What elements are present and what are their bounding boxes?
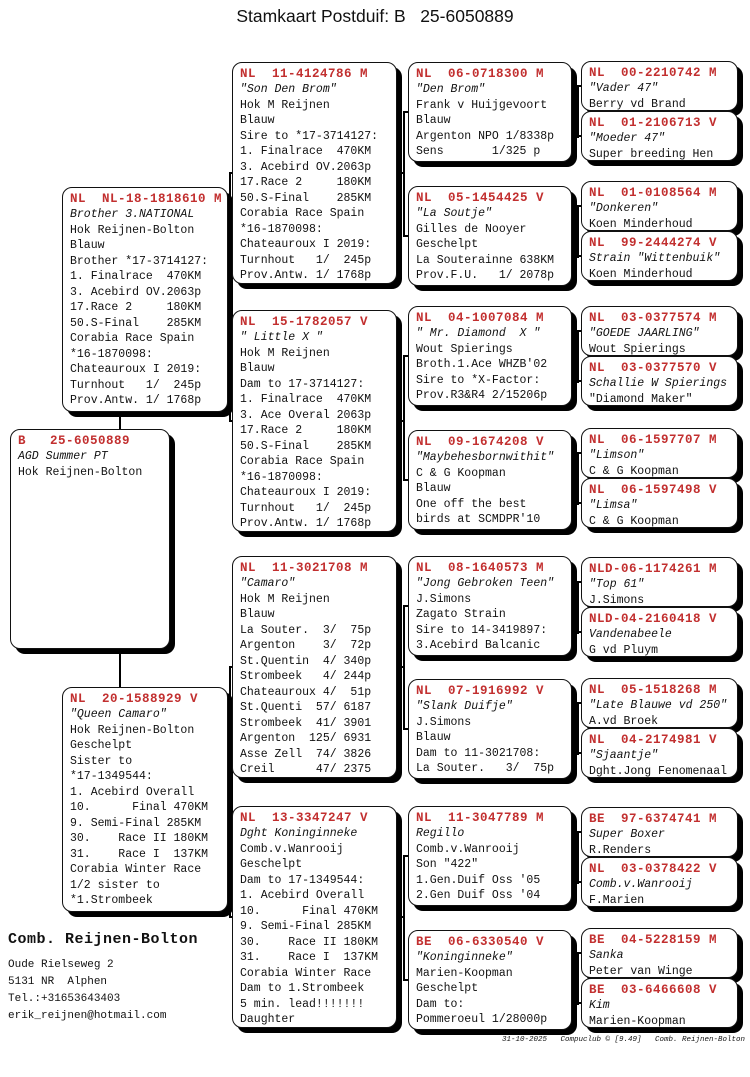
bird-ring-number: NL 00-2210742 M	[589, 66, 718, 80]
pedigree-box-g3p9	[581, 557, 738, 607]
bird-name-line: "Limsa"	[589, 499, 638, 512]
bird-name-line: " Mr. Diamond X "	[416, 327, 541, 340]
pedigree-box-g3p12	[581, 728, 738, 778]
box-line: Hok Reijnen-Bolton	[70, 723, 195, 737]
bird-name-line: "Jong Gebroken Teen"	[416, 577, 555, 590]
bird-name-line: " Little X "	[240, 331, 323, 344]
bird-ring-number: NL 04-1007084 M	[416, 311, 545, 325]
pedigree-box-g3p7	[581, 428, 738, 478]
bird-name-line: "Donkeren"	[589, 202, 659, 215]
box-line: 5 min. lead!!!!!!!	[240, 997, 365, 1011]
box-line: Geschelpt	[240, 858, 303, 871]
box-line: Prov.Antw. 1/ 1768p	[70, 394, 202, 407]
box-line: 31. Race I 137KM	[70, 847, 209, 861]
box-line: Blauw	[416, 482, 451, 495]
box-line: 10. Final 470KM	[70, 801, 209, 814]
box-line: Marien-Koopman	[589, 1014, 686, 1028]
box-line: 1. Finalrace 470KM	[240, 393, 372, 406]
bird-name-line: "Den Brom"	[416, 83, 486, 96]
box-line: Argenton NPO 1/8338p	[416, 129, 555, 143]
pedigree-box-mother	[62, 687, 228, 912]
pedigree-box-ggp1	[408, 62, 572, 162]
box-line: Chateauroux 4/ 51p	[240, 685, 372, 699]
bird-name-line: Dght Koninginneke	[240, 827, 358, 840]
bird-ring-number: BE 06-6330540 V	[416, 935, 545, 949]
box-line: La Souter. 3/ 75p	[240, 623, 372, 637]
connector-line	[119, 649, 121, 688]
owner-block	[8, 931, 198, 1025]
bird-name-line: "Koninginneke"	[416, 951, 513, 964]
box-line: Corabia Race Spain	[70, 332, 195, 345]
bird-ring-number: NL NL-18-1818610 M	[70, 192, 223, 206]
box-line: Dam to:	[416, 997, 465, 1011]
box-line: Corabia Winter Race	[70, 863, 202, 876]
bird-ring-number: NL 03-0378422 V	[589, 862, 718, 876]
connector-line	[577, 331, 579, 383]
box-line: A.vd Broek	[589, 714, 659, 728]
bird-ring-number: NL 06-0718300 M	[416, 67, 545, 81]
box-line: Geschelpt	[70, 739, 133, 752]
box-line: Strombeek 4/ 244p	[240, 670, 372, 683]
box-line: Asse Zell 74/ 3826	[240, 747, 372, 761]
box-line: 50.S-Final 285KM	[240, 439, 372, 453]
box-line: Chateauroux I 2019:	[240, 238, 372, 251]
connector-line	[577, 86, 579, 138]
box-line: Dam to 1.Strombeek	[240, 982, 365, 995]
pedigree-box-gp1	[232, 62, 397, 284]
box-line: C & G Koopman	[589, 514, 679, 528]
box-line: Creil 47/ 2375	[240, 763, 372, 776]
connector-line	[577, 953, 579, 1005]
box-line: R.Renders	[589, 843, 652, 857]
pedigree-box-g3p15	[581, 928, 738, 978]
box-line: Blauw	[240, 608, 275, 621]
bird-name-line: "La Soutje"	[416, 207, 492, 220]
box-line: One off the best	[416, 497, 527, 511]
pedigree-box-g3p13	[581, 807, 738, 857]
box-line: La Souter. 3/ 75p	[416, 762, 555, 775]
box-line: Koen Minderhoud	[589, 267, 693, 281]
box-line: Marien-Koopman	[416, 966, 513, 980]
page-title: Stamkaart Postduif: B 25-6050889	[236, 6, 514, 26]
box-line: La Souterainne 638KM	[416, 253, 555, 267]
owner-address-line: Oude Rielseweg 2	[8, 959, 114, 971]
box-line: Comb.v.Wanrooij	[240, 842, 344, 856]
bird-ring-number: NL 15-1782057 V	[240, 315, 369, 329]
box-line: F.Marien	[589, 893, 645, 907]
box-line: *16-1870098:	[240, 470, 323, 484]
box-line: Berry vd Brand	[589, 97, 686, 111]
connector-line	[577, 206, 579, 258]
box-line: Sire to *X-Factor:	[416, 373, 541, 387]
connector-line	[403, 856, 405, 980]
box-line: *16-1870098:	[240, 222, 323, 236]
pedigree-box-ggp7	[408, 806, 572, 906]
box-line: Turnhout 1/ 245p	[240, 253, 372, 267]
bird-name-line: "Queen Camaro"	[70, 708, 167, 721]
footer-text: 31-10-2025 Compuclub © [9.49] Comb. Reijnen-Bolton	[501, 1036, 745, 1044]
box-line: 3. Acebird OV.2063p	[70, 285, 202, 299]
bird-ring-number: NL 03-0377574 M	[589, 311, 718, 325]
box-line: Argenton 3/ 72p	[240, 639, 372, 652]
connector-line	[229, 667, 231, 917]
box-line: Gilles de Nooyer	[416, 222, 527, 236]
connector-line	[403, 606, 405, 730]
connector-line	[229, 173, 231, 421]
box-line: J.Simons	[589, 593, 645, 607]
box-line: Hok Reijnen-Bolton	[70, 223, 195, 237]
bird-name-line: "Late Blauwe vd 250"	[589, 699, 728, 712]
box-line: Corabia Race Spain	[240, 455, 365, 468]
box-line: Brother *17-3714127:	[70, 254, 209, 268]
bird-name-line: "Limson"	[589, 449, 645, 462]
box-line: Prov.R3&R4 2/15206p	[416, 389, 548, 402]
bird-ring-number: NL 05-1518268 M	[589, 683, 718, 697]
bird-name-line: "Maybehesbornwithit"	[416, 451, 555, 464]
pedigree-box-gp2	[232, 310, 397, 532]
box-line: Blauw	[416, 114, 451, 127]
box-line: C & G Koopman	[416, 466, 506, 480]
box-line: Hok Reijnen-Bolton	[18, 465, 143, 479]
box-line: Argenton 125/ 6931	[240, 732, 372, 745]
bird-name-line: Regillo	[416, 827, 465, 840]
pedigree-box-g3p16	[581, 978, 738, 1028]
bird-ring-number: NL 11-4124786 M	[240, 67, 369, 81]
bird-ring-number: NL 11-3021708 M	[240, 561, 369, 575]
box-line: Peter van Winge	[589, 964, 693, 978]
bird-ring-number: BE 04-5228159 M	[589, 933, 718, 947]
box-line: G vd Pluym	[589, 643, 659, 657]
bird-ring-number: BE 03-6466608 V	[589, 983, 718, 997]
box-line: Sire to *17-3714127:	[240, 129, 379, 143]
bird-name-line: "Slank Duifje"	[416, 700, 513, 713]
pedigree-box-g3p4	[581, 231, 738, 281]
bird-ring-number: NL 05-1454425 V	[416, 191, 545, 205]
box-line: Broth.1.Ace WHZB'02	[416, 358, 548, 371]
box-line: Chateauroux I 2019:	[70, 363, 202, 376]
box-line: 1.Gen.Duif Oss '05	[416, 873, 541, 887]
bird-ring-number: NL 03-0377570 V	[589, 361, 718, 375]
pedigree-box-g3p8	[581, 478, 738, 528]
box-line: Turnhout 1/ 245p	[240, 501, 372, 515]
bird-name-line: "Vader 47"	[589, 82, 659, 95]
connector-line	[403, 112, 405, 236]
box-line: Dght.Jong Fenomenaal	[589, 764, 728, 778]
connector-line	[577, 832, 579, 884]
owner-address-line: 5131 NR Alphen	[8, 976, 108, 988]
box-line: Koen Minderhoud	[589, 217, 693, 231]
owner-phone: Tel.:+31653643403	[8, 993, 121, 1005]
pedigree-box-gp4	[232, 806, 397, 1028]
box-line: 17.Race 2 180KM	[240, 176, 372, 189]
bird-ring-number: B 25-6050889	[18, 434, 131, 448]
bird-name-line: "GOEDE JAARLING"	[589, 327, 700, 340]
connector-line	[577, 703, 579, 755]
bird-ring-number: BE 97-6374741 M	[589, 812, 718, 826]
bird-ring-number: NL 01-2106713 V	[589, 116, 718, 130]
box-line: *17-1349544:	[70, 770, 153, 783]
connector-line	[119, 412, 121, 430]
bird-name-line: "Sjaantje"	[589, 749, 659, 762]
pedigree-box-ggp4	[408, 430, 572, 530]
pedigree-box-ggp2	[408, 186, 572, 286]
box-line: 1. Finalrace 470KM	[70, 270, 202, 283]
box-line: Frank v Huijgevoort	[416, 98, 548, 112]
bird-name-line: Vandenabeele	[589, 628, 672, 641]
box-line: 3. Acebird OV.2063p	[240, 160, 372, 174]
box-line: Hok M Reijnen	[240, 98, 330, 112]
box-line: J.Simons	[416, 592, 472, 606]
box-line: *1.Strombeek	[70, 894, 153, 907]
pedigree-box-gp3	[232, 556, 397, 778]
box-line: 31. Race I 137KM	[240, 951, 379, 964]
box-line: 3. Ace Overal 2063p	[240, 408, 372, 422]
box-line: Blauw	[70, 239, 105, 252]
box-line: Geschelpt	[416, 982, 479, 995]
box-line: Chateauroux I 2019:	[240, 486, 372, 499]
box-line: 17.Race 2 180KM	[240, 424, 372, 437]
box-line: 30. Race II 180KM	[70, 832, 209, 845]
box-line: Prov.Antw. 1/ 1768p	[240, 269, 372, 282]
box-line: 9. Semi-Final 285KM	[240, 920, 372, 933]
box-line: Turnhout 1/ 245p	[70, 378, 202, 392]
box-line: Hok M Reijnen	[240, 592, 330, 606]
box-line: Pommeroeul 1/28000p	[416, 1013, 548, 1026]
bird-ring-number: NL 09-1674208 V	[416, 435, 545, 449]
box-line: Dam to 17-1349544:	[240, 873, 365, 887]
pedigree-box-g3p6	[581, 356, 738, 406]
box-line: Blauw	[240, 114, 275, 127]
connector-line	[577, 582, 579, 634]
bird-name-line: Sanka	[589, 949, 624, 962]
box-line: 3.Acebird Balcanic	[416, 639, 541, 652]
pedigree-box-g3p5	[581, 306, 738, 356]
box-line: 1. Acebird Overall	[240, 889, 365, 902]
bird-name-line: "Moeder 47"	[589, 132, 665, 145]
box-line: Daughter	[240, 1013, 296, 1026]
bird-ring-number: NLD-04-2160418 V	[589, 612, 718, 626]
bird-ring-number: NL 07-1916992 V	[416, 684, 545, 698]
box-line: Dam to 17-3714127:	[240, 377, 365, 391]
box-line: Hok M Reijnen	[240, 346, 330, 360]
bird-ring-number: NL 08-1640573 M	[416, 561, 545, 575]
bird-ring-number: NL 11-3047789 M	[416, 811, 545, 825]
box-line: Wout Spierings	[589, 342, 686, 356]
box-line: 50.S-Final 285KM	[240, 191, 372, 205]
box-line: Sister to	[70, 754, 133, 768]
bird-name-line: Comb.v.Wanrooij	[589, 878, 693, 891]
box-line: Super breeding Hen	[589, 147, 714, 161]
bird-name-line: "Camaro"	[240, 577, 296, 590]
pedigree-box-ggp5	[408, 556, 572, 656]
pedigree-box-ggp3	[408, 306, 572, 406]
pedigree-box-g3p2	[581, 111, 738, 161]
pedigree-box-ggp6	[408, 679, 572, 779]
box-line: Corabia Winter Race	[240, 966, 372, 980]
box-line: C & G Koopman	[589, 464, 679, 478]
box-line: 1. Finalrace 470KM	[240, 145, 372, 158]
pedigree-box-g3p10	[581, 607, 738, 657]
bird-ring-number: NL 06-1597707 M	[589, 433, 718, 447]
bird-ring-number: NL 99-2444274 V	[589, 236, 718, 250]
box-line: 1. Acebird Overall	[70, 785, 195, 799]
bird-name-line: "Son Den Brom"	[240, 83, 337, 96]
box-line: St.Quentin 4/ 340p	[240, 654, 372, 668]
box-line: 17.Race 2 180KM	[70, 301, 202, 314]
box-line: 9. Semi-Final 285KM	[70, 816, 202, 830]
bird-ring-number: NL 13-3347247 V	[240, 811, 369, 825]
box-line: birds at SCMDPR'10	[416, 513, 541, 526]
pedigree-box-g3p1	[581, 61, 738, 111]
box-line: Geschelpt	[416, 238, 479, 251]
connector-line	[403, 356, 405, 480]
box-line: 10. Final 470KM	[240, 904, 379, 918]
box-line: Corabia Race Spain	[240, 207, 365, 220]
box-line: Wout Spierings	[416, 342, 513, 356]
box-line: Zagato Strain	[416, 608, 506, 621]
bird-name-line: Strain "Wittenbuik"	[589, 252, 721, 265]
box-line: St.Quenti 57/ 6187	[240, 701, 372, 714]
box-line: Comb.v.Wanrooij	[416, 842, 520, 856]
bird-ring-number: NLD-06-1174261 M	[589, 562, 718, 576]
bird-name-line: "Top 61"	[589, 578, 645, 591]
box-line: Son "422"	[416, 858, 479, 871]
pedigree-box-g3p14	[581, 857, 738, 907]
bird-name-line: Kim	[589, 999, 610, 1012]
box-line: Blauw	[416, 731, 451, 744]
box-line: *16-1870098:	[70, 347, 153, 361]
bird-name-line: Super Boxer	[589, 828, 665, 841]
box-line: J.Simons	[416, 715, 472, 729]
pedigree-box-g3p3	[581, 181, 738, 231]
box-line: Prov.Antw. 1/ 1768p	[240, 517, 372, 530]
owner-name: Comb. Reijnen-Bolton	[8, 931, 199, 948]
pedigree-box-father	[62, 187, 228, 412]
bird-name-line: AGD Summer PT	[18, 450, 108, 463]
bird-ring-number: NL 20-1588929 V	[70, 692, 199, 706]
owner-email: erik_reijnen@hotmail.com	[8, 1010, 167, 1022]
box-line: Sens 1/325 p	[416, 145, 541, 158]
bird-name-line: Brother 3.NATIONAL	[70, 208, 195, 221]
bird-ring-number: NL 04-2174981 V	[589, 733, 718, 747]
connector-line	[577, 453, 579, 505]
pedigree-box-ggp8	[408, 930, 572, 1030]
box-line: Strombeek 41/ 3901	[240, 716, 372, 730]
box-line: 2.Gen Duif Oss '04	[416, 889, 541, 902]
pedigree-box-g3p11	[581, 678, 738, 728]
box-line: 50.S-Final 285KM	[70, 316, 202, 330]
pedigree-box-subject	[10, 429, 170, 649]
box-line: Dam to 11-3021708:	[416, 746, 541, 760]
box-line: 30. Race II 180KM	[240, 935, 379, 949]
bird-name-line: Schallie W Spierings	[589, 377, 728, 390]
box-line: Sire to 14-3419897:	[416, 623, 548, 637]
box-line: "Diamond Maker"	[589, 392, 693, 406]
bird-ring-number: NL 06-1597498 V	[589, 483, 718, 497]
bird-ring-number: NL 01-0108564 M	[589, 186, 718, 200]
box-line: Prov.F.U. 1/ 2078p	[416, 269, 555, 282]
box-line: Blauw	[240, 362, 275, 375]
box-line: 1/2 sister to	[70, 878, 160, 892]
